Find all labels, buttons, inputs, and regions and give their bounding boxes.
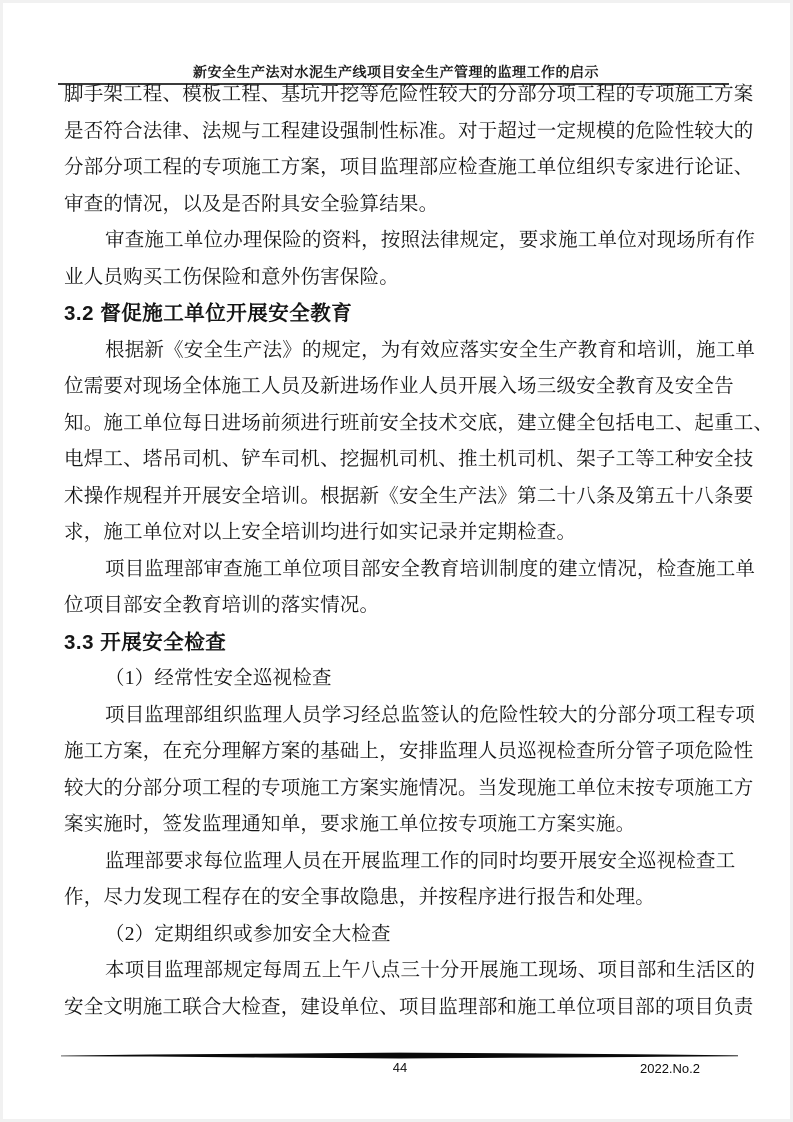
body-line: 本项目监理部规定每周五上午八点三十分开展施工现场、项目部和生活区的 xyxy=(105,960,756,981)
subsection-title: （1）经常性安全巡视检查 xyxy=(105,668,332,689)
body-line: 业人员购买工伤保险和意外伤害保险。 xyxy=(64,266,399,288)
body-line: 较大的分部分项工程的专项施工方案实施情况。当发现施工单位末按专项施工方 xyxy=(64,777,754,799)
body-line: 位项目部安全教育培训的落实情况。 xyxy=(64,595,380,616)
body-line: 监理部要求每位监理人员在开展监理工作的同时均要开展安全巡视检查工 xyxy=(105,850,736,872)
body-line: 案实施时，签发监理通知单，要求施工单位按专项施工方案实施。 xyxy=(64,814,636,835)
body-line: 是否符合法律、法规与工程建设强制性标准。对于超过一定规模的危险性较大的 xyxy=(64,120,754,142)
body-line: 审查的情况，以及是否附具安全验算结果。 xyxy=(64,193,439,215)
section-heading-3-2: 3.2 督促施工单位开展安全教育 xyxy=(64,302,353,325)
body-line: 分部分项工程的专项施工方案，项目监理部应检查施工单位组织专家进行论证、 xyxy=(64,157,754,178)
body-line: 审查施工单位办理保险的资料，按照法律规定，要求施工单位对现场所有作 xyxy=(105,230,756,251)
section-heading-3-3: 3.3 开展安全检查 xyxy=(64,630,227,654)
subsection-title: （2）定期组织或参加安全大检查 xyxy=(105,923,391,945)
body-line: 电焊工、塔吊司机、铲车司机、挖掘机司机、推土机司机、架子工等工种安全技 xyxy=(64,449,754,470)
body-line: 项目监理部审查施工单位项目部安全教育培训制度的建立情况，检查施工单 xyxy=(105,558,756,580)
document-body xyxy=(64,77,774,1026)
body-line: 项目监理部组织监理人员学习经总监签认的危险性较大的分部分项工程专项 xyxy=(105,704,756,726)
body-line: 知。施工单位每日进场前须进行班前安全技术交底，建立健全包括电工、起重工、 xyxy=(64,412,774,434)
body-line: 位需要对现场全体施工人员及新进场作业人员开展入场三级安全教育及安全告 xyxy=(64,376,734,397)
body-line: 根据新《安全生产法》的规定，为有效应落实安全生产教育和培训，施工单 xyxy=(105,339,756,361)
body-line: 作，尽力发现工程存在的安全事故隐患，并按程序进行报告和处理。 xyxy=(64,887,656,908)
body-line: 术操作规程并开展安全培训。根据新《安全生产法》第二十八条及第五十八条要 xyxy=(64,485,754,507)
journal-header-title: 新安全生产法对水泥生产线项目安全生产管理的监理工作的启示 xyxy=(193,66,599,81)
body-line: 安全文明施工联合大检查，建设单位、项目监理部和施工单位项目部的项目负责 xyxy=(64,996,754,1018)
body-line: 脚手架工程、模板工程、基坑开挖等危险性较大的分部分项工程的专项施工方案 xyxy=(64,84,754,105)
body-line: 求，施工单位对以上安全培训均进行如实记录并定期检查。 xyxy=(64,522,577,543)
page-number: 44 xyxy=(392,1060,408,1075)
issue-number: 2022.No.2 xyxy=(640,1061,700,1076)
body-line: 施工方案，在充分理解方案的基础上，安排监理人员巡视检查所分管子项危险性 xyxy=(64,741,754,762)
